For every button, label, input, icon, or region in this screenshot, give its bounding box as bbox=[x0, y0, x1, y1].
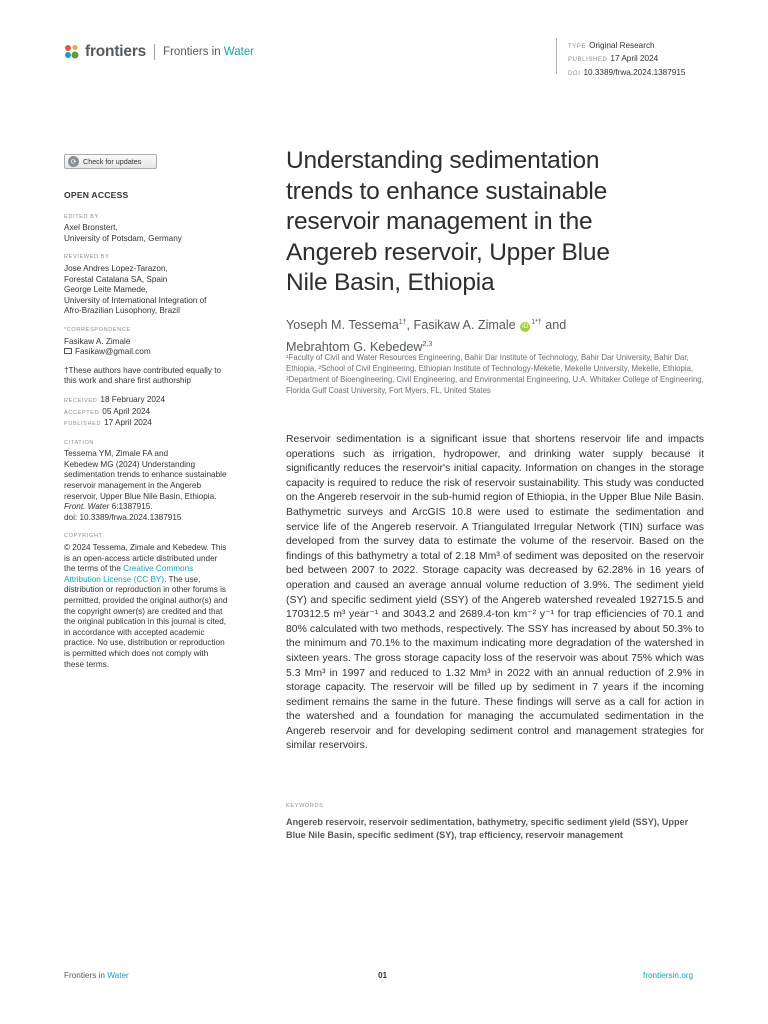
copyright-section: COPYRIGHT © 2024 Tessema, Zimale and Kebedew. This is an open-access article distributed under the terms of the Creative Commons Attribution License (CC BY). The use, distribution or reproduction in other forums is permitted, provided the original author(s) and the copyright owner(s) are credited and that the original publication in this journal is cited, in accordance with accepted academic practice. No use, distribution or reproduction is permitted which does not comply with these terms. bbox=[64, 533, 228, 669]
orcid-icon[interactable]: iD bbox=[522, 323, 529, 331]
logo-divider bbox=[154, 44, 155, 60]
brand-name: frontiers bbox=[85, 43, 147, 60]
keywords: Angereb reservoir, reservoir sedimentation, bathymetry, specific sediment yield (SSY), Upper Blue Nile Basin, specific sediment (SY), trap efficiency, reservoir management bbox=[286, 817, 689, 840]
article-type: Original Research bbox=[589, 41, 655, 50]
edited-by-section: EDITED BY Axel Bronstert, University of Potsdam, Germany bbox=[64, 213, 182, 243]
author-name[interactable]: , Fasikaw A. Zimale bbox=[406, 318, 516, 333]
equal-contribution-note: †These authors have contributed equally to this work and share first authorship bbox=[64, 365, 222, 386]
frontiers-logo-icon bbox=[64, 44, 80, 60]
update-icon: ⟳ bbox=[68, 156, 79, 167]
article-meta: TYPE Original Research PUBLISHED 17 April 2024 DOI 10.3389/frwa.2024.1387915 bbox=[568, 41, 686, 77]
article-title: Understanding sedimentation trends to enhance sustainable reservoir management in the Angereb reservoir, Upper Blue Nile Basin, Ethiopia bbox=[286, 147, 610, 296]
citation-section: CITATION Tessema YM, Zimale FA and Kebedew MG (2024) Understanding sedimentation trends to enhance sustainable reservoir management in the Angereb reservoir, Upper Blue Nile Basin, Ethiopia. Front. Water 6:1387915. doi: 10.3389/frwa.2024.1387915 bbox=[64, 439, 227, 522]
sidebar bbox=[64, 190, 264, 678]
author-name[interactable]: Mebrahtom G. Kebedew bbox=[286, 340, 423, 355]
reviewed-by-section: REVIEWED BY Jose Andres Lopez-Tarazon, Forestal Catalana SA, Spain George Leite Mamede, University of International Integration of Afro-Brazilian Lusophony, Brazil bbox=[64, 254, 207, 316]
correspondence-section: *CORRESPONDENCE Fasikaw A. Zimale Fasikaw@gmail.com bbox=[64, 326, 151, 357]
footer-site-link[interactable]: frontiersin.org bbox=[643, 971, 694, 980]
dates-section: RECEIVED 18 February 2024 ACCEPTED 05 April 2024 PUBLISHED 17 April 2024 bbox=[64, 394, 166, 428]
meta-divider bbox=[556, 38, 557, 74]
footer-journal[interactable]: Frontiers in Water bbox=[64, 971, 129, 980]
check-for-updates-button[interactable]: ⟳ Check for updates bbox=[64, 154, 157, 169]
doi-link[interactable]: 10.3389/frwa.2024.1387915 bbox=[583, 67, 686, 77]
correspondence-email[interactable]: Fasikaw@gmail.com bbox=[75, 347, 151, 357]
author-list: Yoseph M. Tessema$^{1\dagger}$, Fasikaw A. Zimale $iD^{1*\dagger}$ and Mebrahtom G. Kebedew$^{2,3}$ bbox=[286, 318, 567, 355]
open-access-label: OPEN ACCESS bbox=[64, 190, 129, 200]
cc-license-link-cont[interactable]: Attribution License (CC BY) bbox=[64, 574, 165, 584]
page-number: 01 bbox=[378, 971, 388, 980]
frontiers-logo bbox=[64, 43, 254, 61]
published-date: 17 April 2024 bbox=[610, 54, 659, 64]
journal-name[interactable]: Frontiers in Water bbox=[163, 46, 255, 58]
mail-icon bbox=[64, 348, 72, 354]
abstract-text: Reservoir sedimentation is a significant issue that shortens reservoir life and impacts operations such as irrigation, hydropower, and drinking water supply because it significantly reduces the reservoir's initial capacity. Information on changes in the storage capacity is required to reduce the risk of reservoir sustainability. This study was conducted on the Angereb reservoir in the sub-humid region of Ethiopia, in the Upper Blue Nile Basin. Bathymetric surveys and ArcGIS 10.8 were used to estimate the sedimentation and service life of the Angereb reservoir. A Triangulated Irregular Network (TIN) surface was developed from the survey data to estimate the volume of the reservoir. Based on the findings of this bathymetry a total of 2.18 Mm³ of sediment was deposited on the reservoir bed between 2007 to 2022. Storage capacity was decreased by 62.28% in 16 years of operation and caused an average annual volume reduction of 3.9%. The sediment yield (SY) and specific sediment yield (SSY) of the Angereb watershed revealed 192715.5 and 170312.5 m³ year⁻¹ and 3043.2 and 2689.4-ton km⁻² y⁻¹ for trap efficiencies of 70.1 and 80% calculated with two methods, respectively. The SSY has increased by about 50.3% to the minimum and 70.1% to the maximum indicating more degradation of the watershed in sixteen years. The gross storage capacity loss of the reservoir was about 75% which was 5.3 Mm³ in 1997 and reduced to 1.32 Mm³ in 2022 with an annual reduction of 2.9% in storage capacity. The reservoir will be filled up by sediment in 7 years if the incoming sediment remains the same in the future. These findings will serve as a call for action in the watershed and a foundation for managing the accumulated sedimentation in the Angereb reservoir and for developing sediment control and management strategies for similar reservoirs. bbox=[286, 434, 704, 752]
cc-license-link[interactable]: Creative Commons bbox=[123, 564, 194, 574]
keywords-label: KEYWORDS bbox=[286, 803, 324, 809]
abstract bbox=[286, 433, 704, 754]
author-name[interactable]: Yoseph M. Tessema bbox=[286, 318, 399, 333]
affiliations: ¹Faculty of Civil and Water Resources Engineering, Bahir Dar Institute of Technology, Bahir Dar University, Bahir Dar, Ethiopia, ²School of Civil Engineering, Ethiopian Institute of Technology-Mekelle, Mekelle University, Mekelle, Ethiopia, ³Department of Bioengineering, Civil Engineering, and Environmental Engineering, U.A. Whitaker College of Engineering, Florida Gulf Coast University, Fort Myers, FL, United States bbox=[286, 353, 704, 395]
